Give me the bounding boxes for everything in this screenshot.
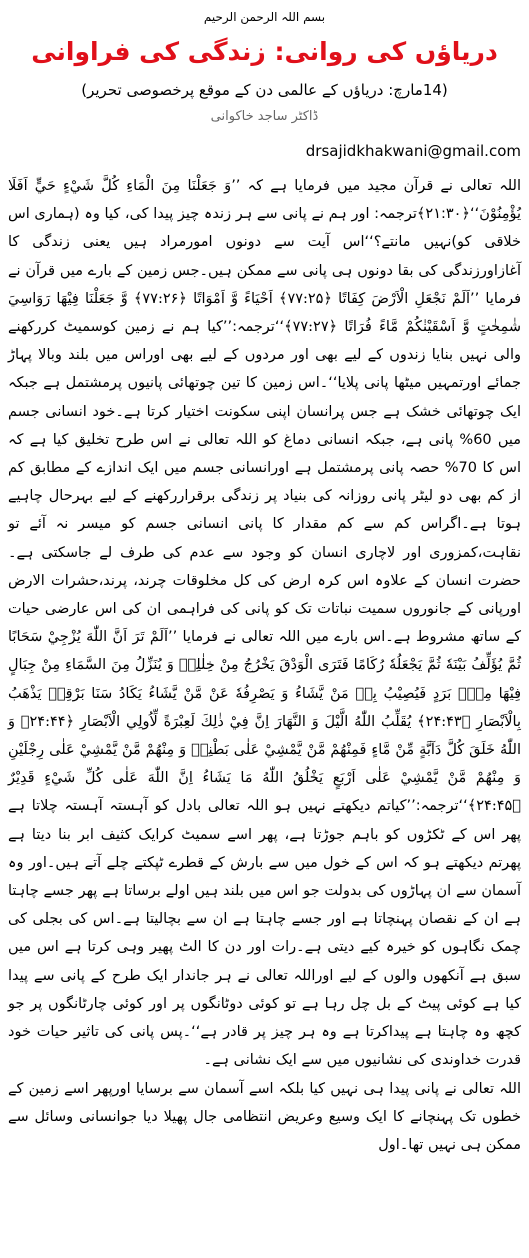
quran-verse: اَلَمْ تَرَ اَنَّ اللّٰهَ يُزْجِيْ سَحَابًا ثُمَّ يُؤَلِّفُ بَيْنَهٗ ثُمَّ يَجْعَلُهٗ رُكَامًا فَتَرَى الْوَدْقَ يَخْرُجُ مِنْ خِلٰلِهٖ وَ يُنَزِّلُ مِنَ السَّمَاءِ مِنْ جِبَالٍ فِيْهَا مِنْۢ بَرَدٍ فَيُصِيْبُ بِهٖ مَنْ يَّشَاءُ وَ يَصْرِفُهٗ عَنْ مَّنْ يَّشَاءُ يَكَادُ سَنَا بَرْقِهٖ يَذْهَبُ بِالْاَبْصَارِ ﴿۲۴:۴۳﴾ يُقَلِّبُ اللّٰهُ الَّيْلَ وَ النَّهَارَ اِنَّ فِيْ ذٰلِكَ لَعِبْرَةً لِّاُولِي الْاَبْصَارِ ﴿۲۴:۴۴﴾ وَ اللّٰهُ خَلَقَ كُلَّ دَآبَّةٍ مِّنْ مَّاءٍ فَمِنْهُمْ مَّنْ يَّمْشِيْ عَلٰى بَطْنِهٖ وَ مِنْهُمْ مَّنْ يَّمْشِيْ عَلٰى رِجْلَيْنِ وَ مِنْهُمْ مَّنْ يَّمْشِيْ عَلٰى اَرْبَعٍ يَخْلُقُ اللّٰهُ مَا يَشَاءُ اِنَّ اللّٰهَ عَلٰى كُلِّ شَيْءٍ قَدِيْرٌ ﴿۲۴:۴۵﴾ xyxy=(8,629,521,815)
bismillah: بسم اللہ الرحمن الرحیم xyxy=(203,10,326,24)
paragraph-text: ‘‘ترجمہ:’’کیاتم دیکھتے نہیں ہو اللہ تعالی بادل کو آہستہ آہستہ چلاتا ہے پھر اس کے ٹکڑوں کو باہم جوڑتا ہے، پھر اسے سمیٹ کرایک کثیف ابر بنا دیتا ہے پھرتم دیکھتے ہو کہ اس کے خول میں سے بارش کے قطرے ٹپکتے چلے آتے ہیں۔اور وہ آسمان سے ان پہاڑوں کی بدولت جو اس میں بلند ہیں اولے برساتا ہے پھر جسے چاہتا ہے ان کے نقصان پہنچاتا ہے اور جسے چاہتا ہے ان سے بچالیتا ہے۔اس کی بجلی کی چمک نگاہوں کو خیرہ کیے دیتی ہے۔رات اور دن کا الٹ پھیر وہی کرتا ہے اس میں سبق ہے آنکھوں والوں کے لیے اوراللہ تعالی نے ہر جاندار ایک طرح کے پانی سے پیدا کیا ہے کوئی پیٹ کے بل چل رہا ہے تو کوئی دوٹانگوں پر اور کوئی چارٹانگوں پر جو کچھ وہ چاہتا ہے پیداکرتا ہے وہ ہر چیز پر قادر ہے‘‘۔پس پانی کی تاثیر حیات خود قدرت خداوندی کی نشانیوں میں سے ایک نشانی ہے۔ xyxy=(8,798,521,1069)
paragraph-text: ‘‘ترجمہ:’’کیا ہم نے زمین کوسمیٹ کررکھنے والی نہیں بنایا زندوں کے لیے بھی اور مردوں کے لیے بھی اوراس میں بلند وبالا پہاڑ جمائے اورتمہیں میٹھا پانی پلایا‘‘۔اس زمین کا تین چوتھائی پانیوں پرمشتمل ہے جبکہ ایک چوتھائی خشک ہے جس پرانسان اپنی سکونت اختیار کرتا ہے۔خود انسانی جسم میں 60% پانی ہے، جبکہ انسانی دماغ کو اللہ تعالی نے اس طرح تخلیق کیا ہے کہ اس کا 70% حصہ پانی پرمشتمل ہے اورانسانی جسم میں ایک اندازے کے مطابق کم از کم بھی دو لیٹر پانی روزانہ کی بنیاد پر زندگی برقراررکھنے کے لیے بہرحال چاہیے ہوتا ہے۔اگراس کم سے کم مقدار کا پانی انسانی جسم کو میسر نہ آئے تو نقاہت،کمزوری اور لاچاری انسان کو وجود سے عدم کی طرف لے جاسکتی ہے۔حضرت انسان کے علاوہ اس کرہ ارض کی کل مخلوقات چرند، پرند،حشرات الارض اورپانی کے جانوروں سمیت نباتات تک کو پانی کی فراہمی ان کی اس عارضی حیات کے ساتھ مشروط ہے۔اس بارے میں اللہ تعالی نے فرمایا ’’ xyxy=(8,319,522,646)
article-title: دریاؤں کی روانی: زندگی کی فراوانی xyxy=(31,37,498,66)
quran-verse: اَلَمْ نَجْعَلِ الْاَرْضَ كِفَاتًا ﴿۷۷:۲۵﴾ اَحْيَاءً وَّ اَمْوَاتًا ﴿۷۷:۲۶﴾ وَّ جَعَلْنَا فِيْهَا رَوَاسِيَ شٰمِخٰتٍ وَّ اَسْقَيْنٰكُمْ مَّاءً فُرَاتًا ﴿۷۷:۲۷﴾ xyxy=(8,290,521,336)
paragraph-text: اللہ تعالی نے پانی پیدا ہی نہیں کیا بلکہ اسے آسمان سے برسایا اورپھر اسے زمین کے خطوں تک پہنچانے کا ایک وسیع وعریض انتظامی جال پھیلا دیا جوانسانی وسائل سے ممکن ہی نہیں تھا۔اول xyxy=(8,1080,521,1153)
article-subtitle: (14مارچ: دریاؤں کے عالمی دن کے موقع پرخصوصی تحریر) xyxy=(81,81,448,99)
article-body xyxy=(8,172,521,1159)
quran-verse: وَ جَعَلْنَا مِنَ الْمَاءِ كُلَّ شَيْءٍ حَيٍّ اَفَلَا يُؤْمِنُوْنَ xyxy=(8,178,521,223)
paragraph-1 xyxy=(8,172,521,1075)
author-email: drsajidkhakwani@gmail.com xyxy=(305,142,521,160)
paragraph-text: ‘‘﴿۲۱:۳۰﴾ترجمہ: اور ہم نے پانی سے ہر زندہ چیز پیدا کی، کیا وہ (ہماری اس خلاقی کو)نہیں مانتے؟‘‘اس آیت سے دونوں امورمراد ہیں یعنی زندگی کا آغازاورزندگی کی بقا دونوں ہی پانی سے ممکن ہیں۔جس زمین کے بارے میں قرآن نے فرمایا ’’ xyxy=(8,206,521,307)
paragraph-text: اللہ تعالی نے قرآن مجید میں فرمایا ہے کہ ’’ xyxy=(231,178,521,194)
paragraph-2 xyxy=(8,1075,521,1160)
author-name: ڈاکٹر ساجد خاکوانی xyxy=(210,109,319,124)
